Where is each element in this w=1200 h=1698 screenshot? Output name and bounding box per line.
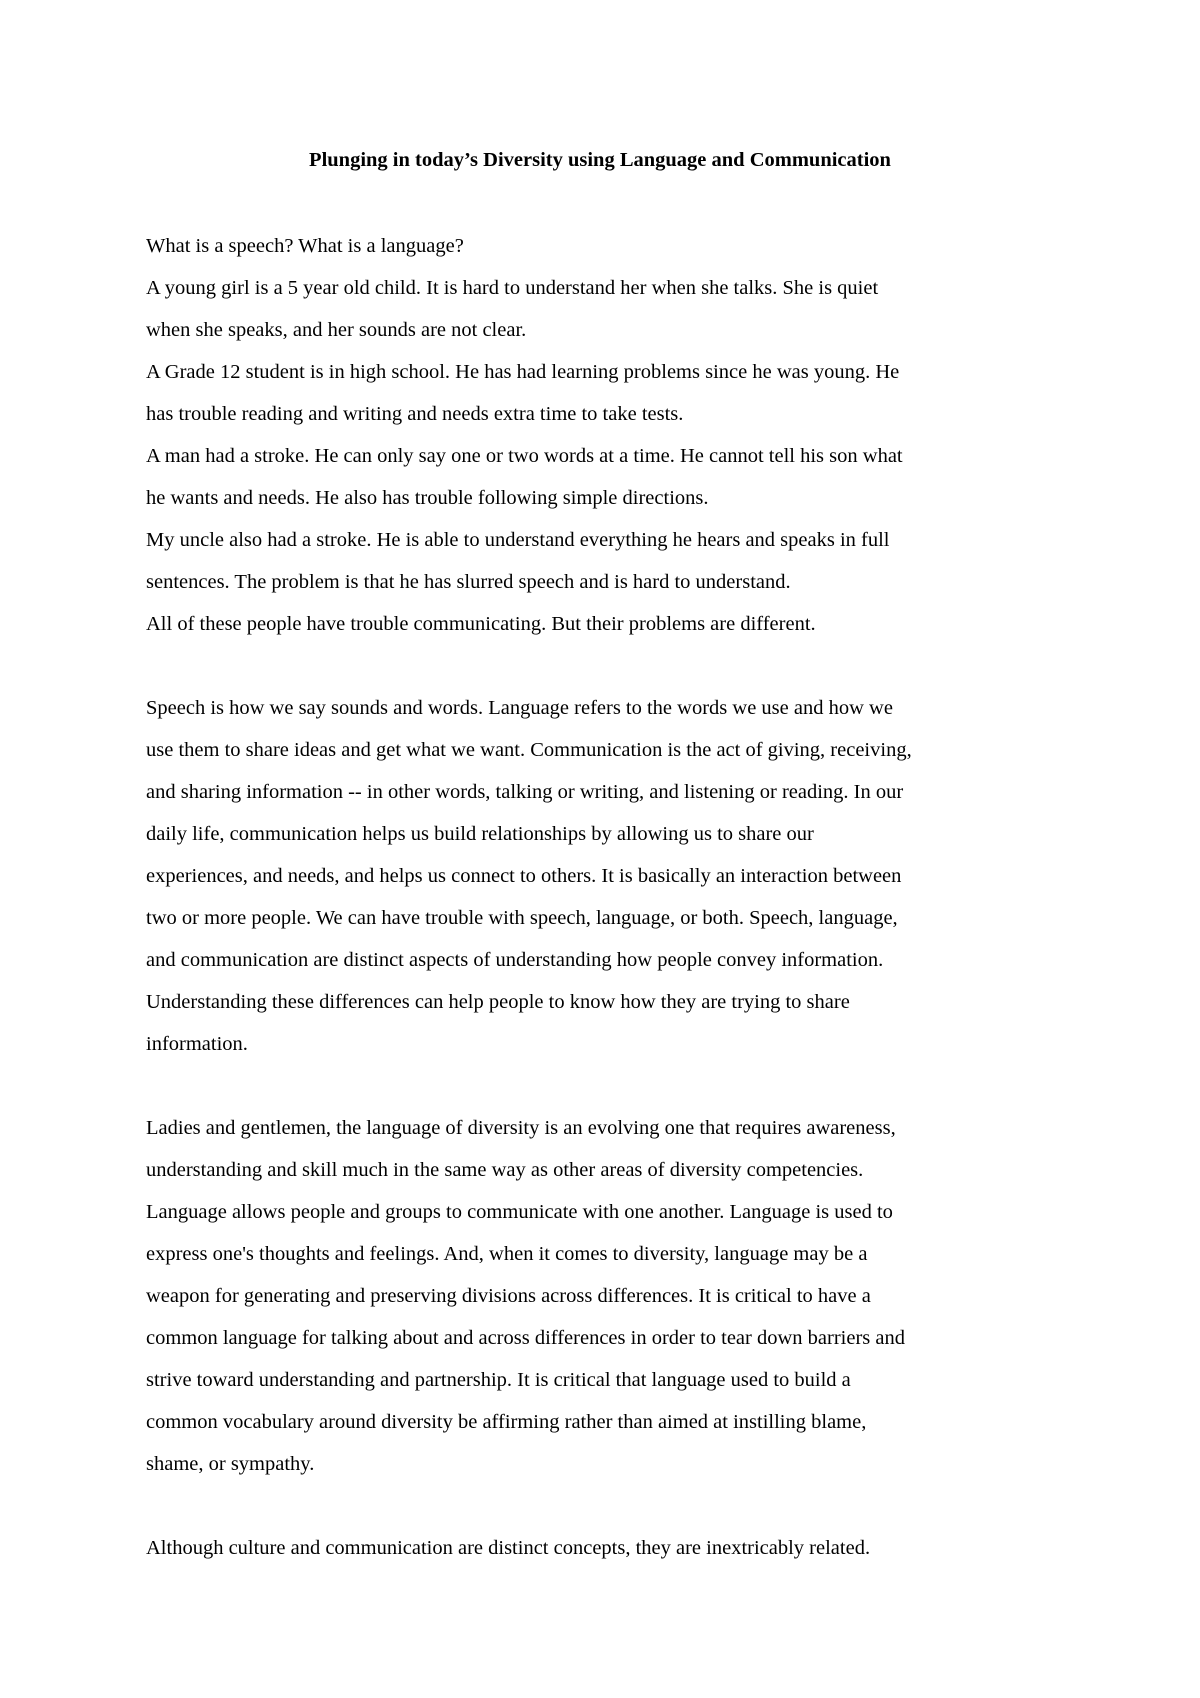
text-line: common vocabulary around diversity be affirming rather than aimed at instilling blame, bbox=[146, 1411, 867, 1433]
text-line: he wants and needs. He also has trouble following simple directions. bbox=[146, 487, 709, 509]
paragraph-speech-language bbox=[146, 687, 1066, 1065]
text-line: experiences, and needs, and helps us connect to others. It is basically an interaction between bbox=[146, 865, 902, 887]
paragraph-intro bbox=[146, 225, 1066, 645]
text-line: Although culture and communication are distinct concepts, they are inextricably related. bbox=[146, 1537, 871, 1559]
text-line: Language allows people and groups to communicate with one another. Language is used to bbox=[146, 1201, 893, 1223]
text-line: strive toward understanding and partnership. It is critical that language used to build a bbox=[146, 1369, 851, 1391]
paragraph-spacer bbox=[146, 645, 1066, 687]
text-line: daily life, communication helps us build relationships by allowing us to share our bbox=[146, 823, 814, 845]
text-line: two or more people. We can have trouble with speech, language, or both. Speech, language, bbox=[146, 907, 898, 929]
text-line: weapon for generating and preserving divisions across differences. It is critical to have a bbox=[146, 1285, 871, 1307]
text-line: use them to share ideas and get what we want. Communication is the act of giving, receiving, bbox=[146, 739, 912, 761]
text-line: Ladies and gentlemen, the language of diversity is an evolving one that requires awareness, bbox=[146, 1117, 896, 1139]
paragraph-diversity bbox=[146, 1107, 1066, 1485]
text-line: common language for talking about and across differences in order to tear down barriers and bbox=[146, 1327, 905, 1349]
document-title: Plunging in today’s Diversity using Language and Communication bbox=[309, 149, 891, 171]
text-line: Speech is how we say sounds and words. Language refers to the words we use and how we bbox=[146, 697, 893, 719]
text-line: All of these people have trouble communicating. But their problems are different. bbox=[146, 613, 816, 635]
text-line: and communication are distinct aspects of understanding how people convey information. bbox=[146, 949, 884, 971]
text-line: A man had a stroke. He can only say one or two words at a time. He cannot tell his son what bbox=[146, 445, 903, 467]
text-line: express one's thoughts and feelings. And, when it comes to diversity, language may be a bbox=[146, 1243, 868, 1265]
paragraph-culture bbox=[146, 1527, 1066, 1569]
text-line: when she speaks, and her sounds are not clear. bbox=[146, 319, 527, 341]
text-line: and sharing information -- in other words, talking or writing, and listening or reading. In our bbox=[146, 781, 904, 803]
paragraph-spacer bbox=[146, 1065, 1066, 1107]
text-line: has trouble reading and writing and needs extra time to take tests. bbox=[146, 403, 684, 425]
text-line: My uncle also had a stroke. He is able to understand everything he hears and speaks in full bbox=[146, 529, 890, 551]
text-line: shame, or sympathy. bbox=[146, 1453, 315, 1475]
text-line: sentences. The problem is that he has slurred speech and is hard to understand. bbox=[146, 571, 791, 593]
text-line: Understanding these differences can help people to know how they are trying to share bbox=[146, 991, 850, 1013]
text-line: information. bbox=[146, 1033, 248, 1055]
document-body bbox=[146, 225, 1066, 1569]
paragraph-spacer bbox=[146, 1485, 1066, 1527]
text-line: A Grade 12 student is in high school. He has had learning problems since he was young. He bbox=[146, 361, 900, 383]
text-line: What is a speech? What is a language? bbox=[146, 235, 464, 257]
text-line: understanding and skill much in the same way as other areas of diversity competencies. bbox=[146, 1159, 864, 1181]
text-line: A young girl is a 5 year old child. It is hard to understand her when she talks. She is quiet bbox=[146, 277, 879, 299]
